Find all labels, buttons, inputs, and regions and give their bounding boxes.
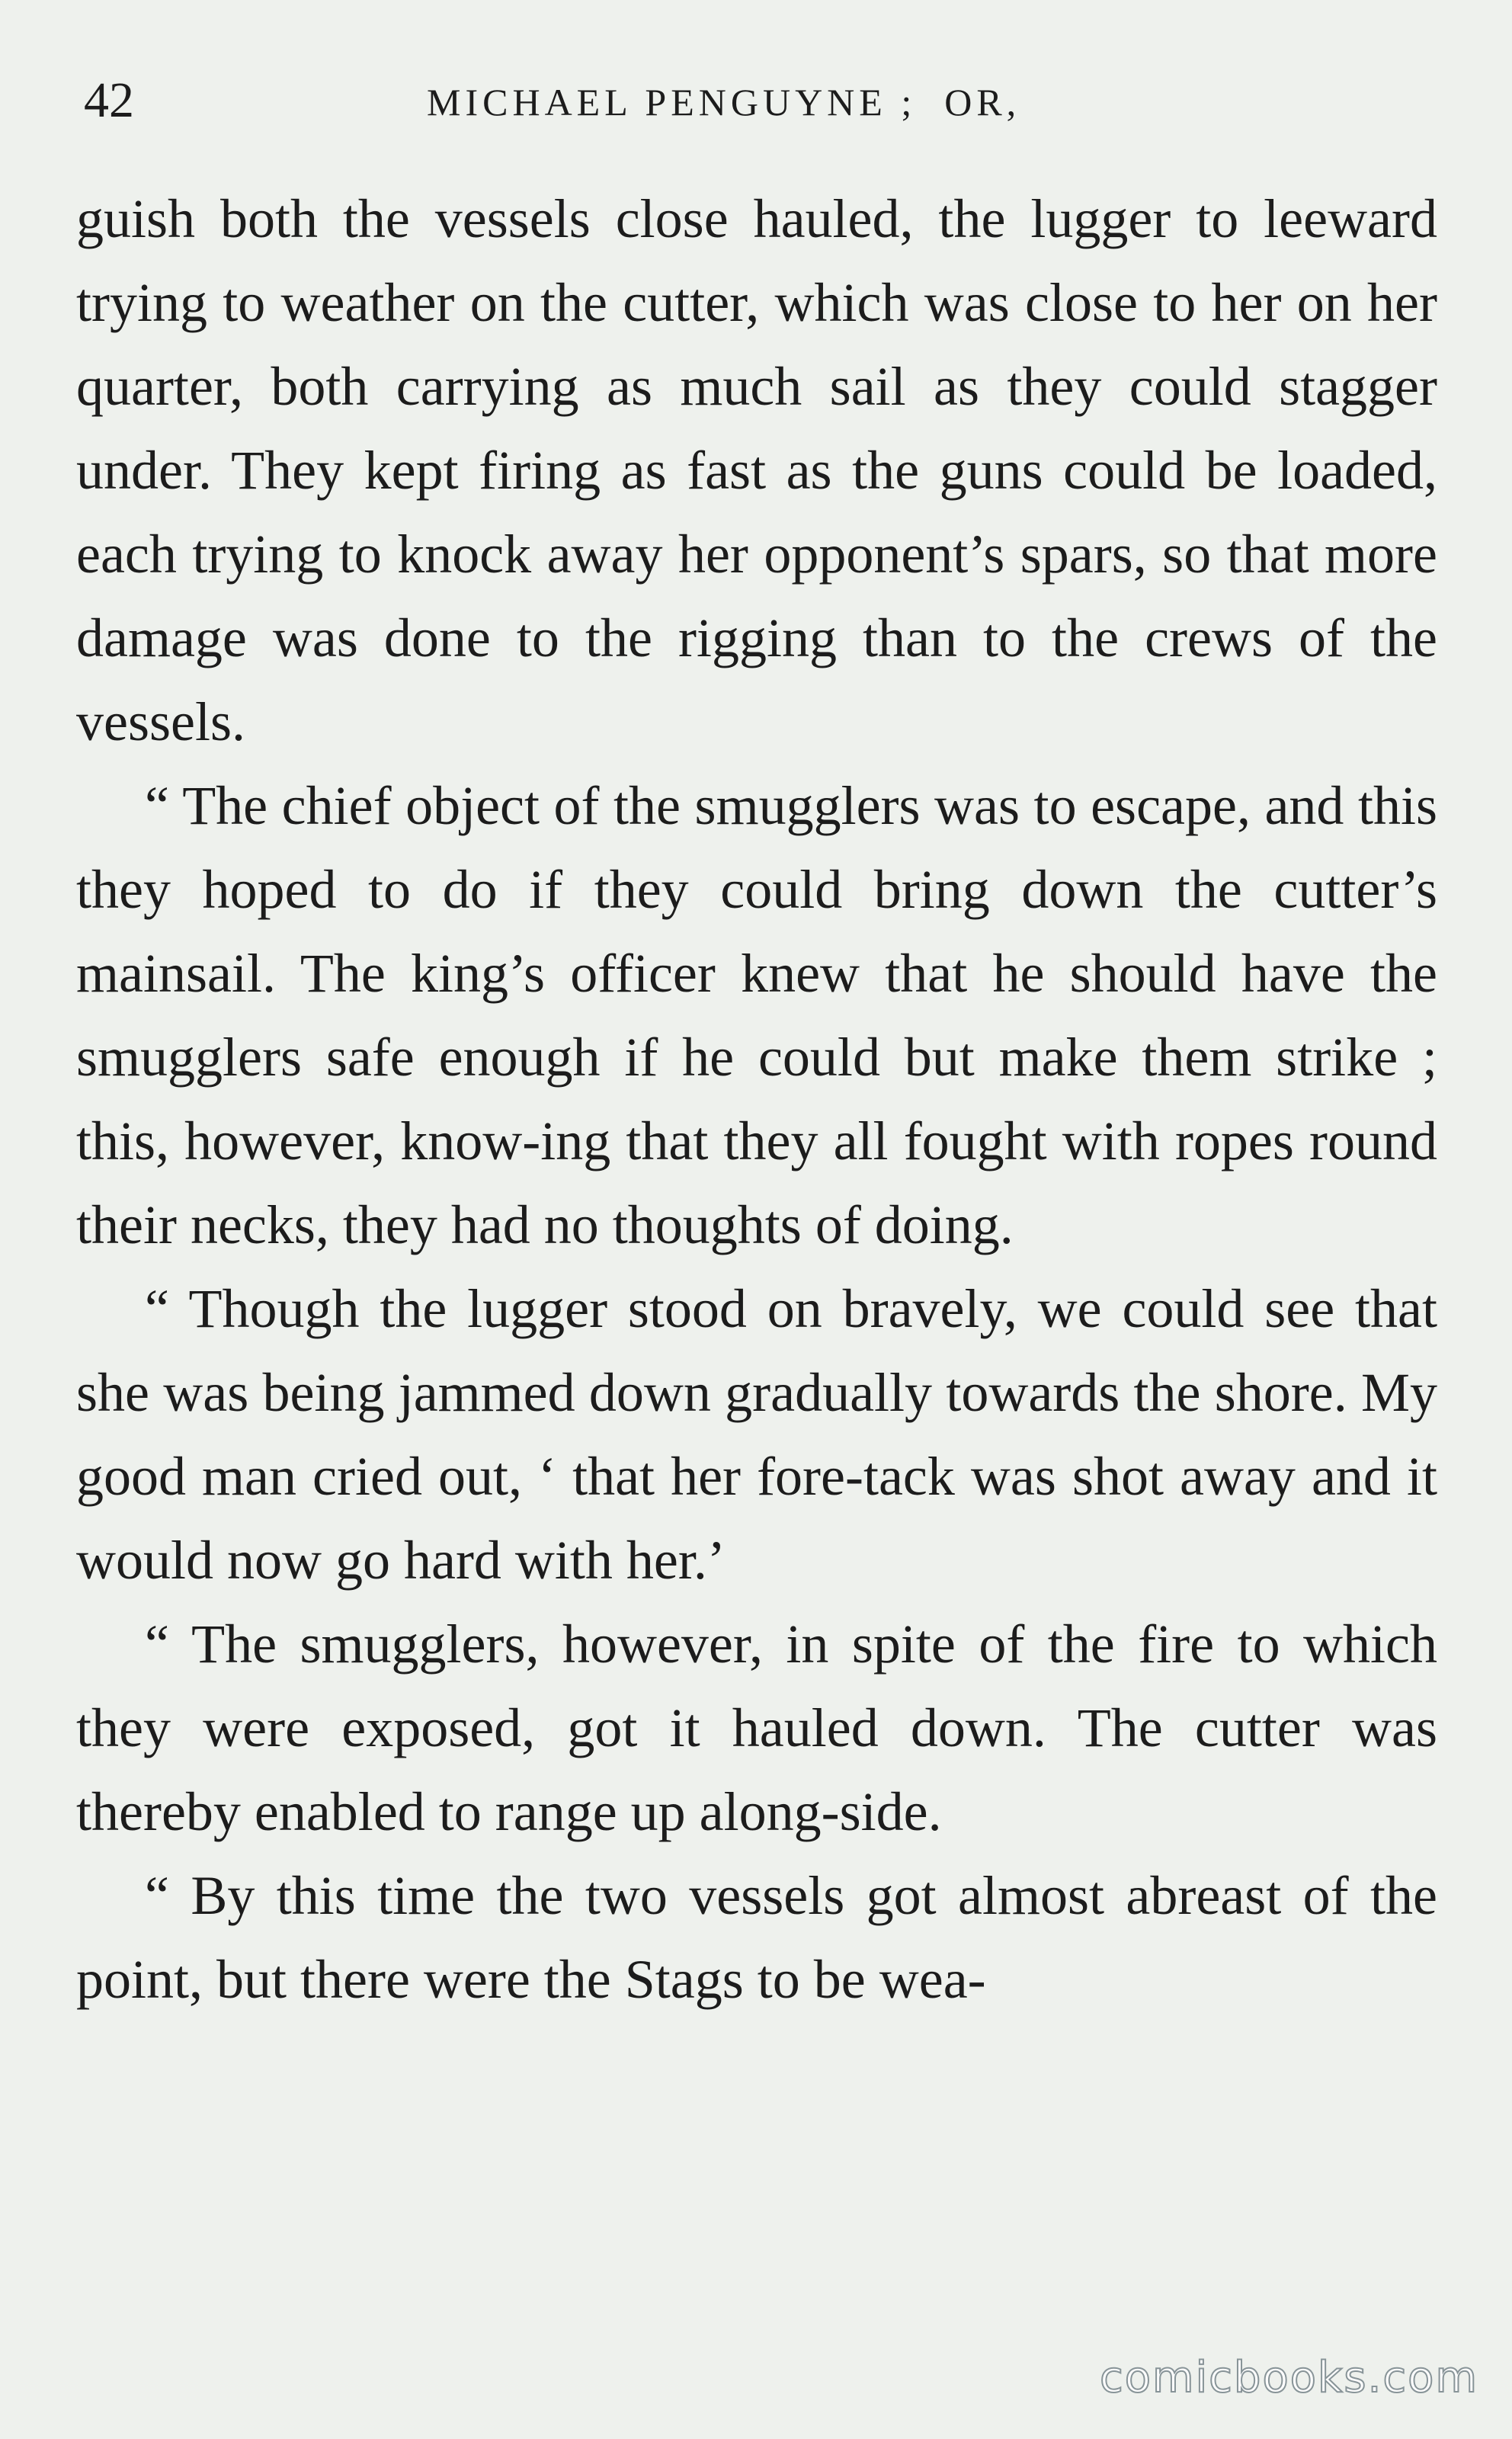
paragraph: “ By this time the two vessels got almost abreast of the point, but there were the Stags to be wea-	[76, 1865, 1437, 2010]
body-text	[76, 177, 1437, 2021]
paragraph: “ The smugglers, however, in spite of the fire to which they were exposed, got it hauled down. The cutter was thereby enabled to range up along-side.	[76, 1614, 1437, 1842]
running-head: MICHAEL PENGUYNE ; OR,	[427, 81, 1021, 123]
paragraph: “ The chief object of the smugglers was to escape, and this they hoped to do if they could bring down the cutter’s mainsail. The king’s officer knew that he should have the smugglers safe enough if he could but make them strike ; this, however, know-ing that they all fought with ropes round their necks, they had no thoughts of doing.	[76, 775, 1437, 1255]
paragraph: guish both the vessels close hauled, the lugger to leeward trying to weather on the cutter, which was close to her on her quarter, both carrying as much sail as they could stagger under. They kept firing as fast as the guns could be loaded, each trying to knock away her opponent’s spars, so that more damage was done to the rigging than to the crews of the vessels.	[76, 188, 1437, 752]
watermark: comicbooks.com	[1099, 2353, 1478, 2402]
page-header	[84, 70, 1440, 131]
page-number: 42	[84, 72, 134, 128]
paragraph: “ Though the lugger stood on bravely, we could see that she was being jammed down gradually towards the shore. My good man cried out, ‘ that her fore-tack was shot away and it would now go hard with her.’	[76, 1278, 1437, 1591]
